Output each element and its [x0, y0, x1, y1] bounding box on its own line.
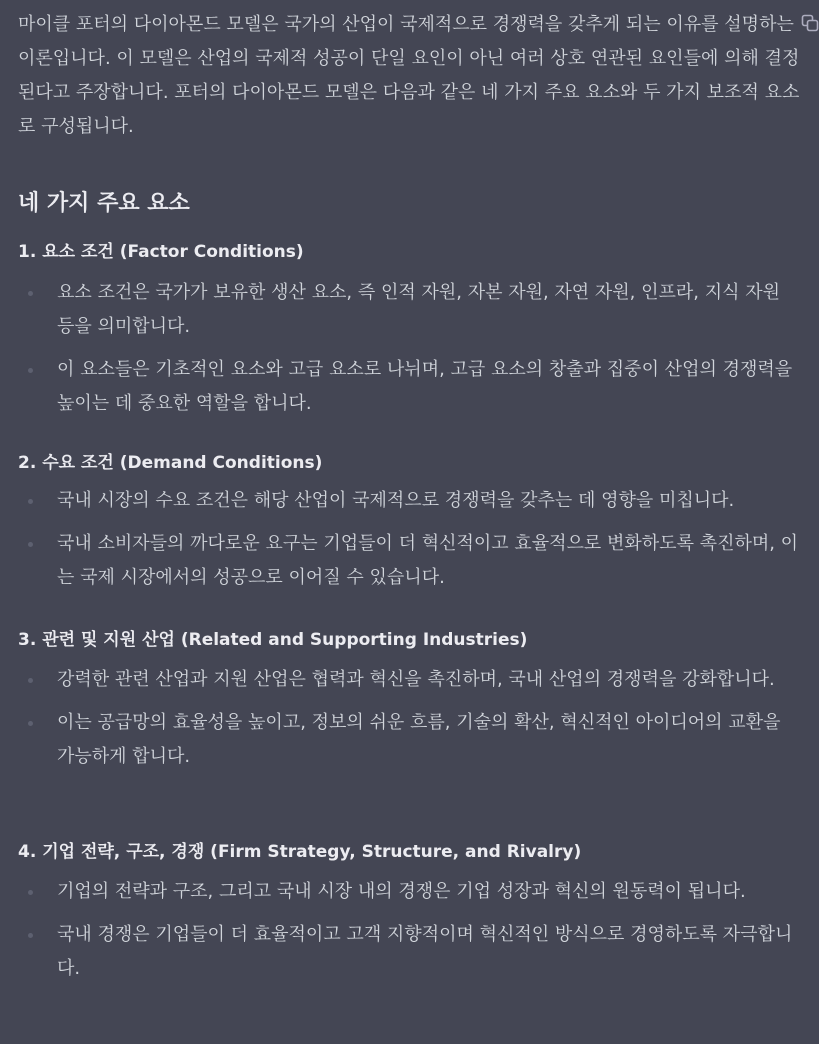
section-title-factor-conditions: 1. 요소 조건 (Factor Conditions) — [18, 242, 304, 262]
bullet-dot-icon — [28, 890, 33, 895]
bullet-dot-icon — [28, 933, 33, 938]
list-item — [18, 527, 800, 595]
bullet-dot-icon — [28, 678, 33, 683]
list-item-text: 국내 시장의 수요 조건은 해당 산업이 국제적으로 경쟁력을 갖추는 데 영향을 미칩니다. — [57, 490, 735, 511]
bullet-dot-icon — [28, 291, 33, 296]
bullet-list-demand-conditions — [18, 484, 800, 604]
list-item — [18, 353, 800, 421]
message-content — [18, 8, 800, 979]
section-title-demand-conditions: 2. 수요 조건 (Demand Conditions) — [18, 453, 323, 473]
copy-icon[interactable] — [801, 14, 819, 32]
bullet-dot-icon — [28, 721, 33, 726]
list-item-text: 이 요소들은 기초적인 요소와 고급 요소로 나뉘며, 고급 요소의 창출과 집중이 산업의 경쟁력을 높이는 데 중요한 역할을 합니다. — [57, 359, 793, 414]
bullet-list-related-industries — [18, 663, 800, 783]
bullet-list-factor-conditions — [18, 276, 800, 430]
list-item — [18, 706, 800, 774]
intro-paragraph: 마이클 포터의 다이아몬드 모델은 국가의 산업이 국제적으로 경쟁력을 갖추게 되는 이유를 설명하는 이론입니다. 이 모델은 산업의 국제적 성공이 단일 요인이 아닌 여러 상호 연관된 요인들에 의해 결정된다고 주장합니다. 포터의 다이아몬드 모델은 다음과 같은 네 가지 주요 요소와 두 가지 보조적 요소로 구성됩니다. — [18, 14, 800, 137]
bullet-list-firm-strategy — [18, 875, 800, 995]
section-heading: 네 가지 주요 요소 — [18, 191, 190, 216]
bullet-dot-icon — [28, 368, 33, 373]
bullet-dot-icon — [28, 499, 33, 504]
list-item — [18, 875, 800, 909]
list-item-text: 국내 경쟁은 기업들이 더 효율적이고 고객 지향적이며 혁신적인 방식으로 경영하도록 자극합니다. — [57, 924, 793, 979]
list-item-text: 강력한 관련 산업과 지원 산업은 협력과 혁신을 촉진하며, 국내 산업의 경쟁력을 강화합니다. — [57, 669, 775, 690]
section-title-related-industries: 3. 관련 및 지원 산업 (Related and Supporting Industries) — [18, 630, 528, 650]
list-item — [18, 918, 800, 986]
section-title-firm-strategy: 4. 기업 전략, 구조, 경쟁 (Firm Strategy, Structure, and Rivalry) — [18, 842, 582, 862]
list-item-text: 기업의 전략과 구조, 그리고 국내 시장 내의 경쟁은 기업 성장과 혁신의 원동력이 됩니다. — [57, 881, 746, 902]
list-item-text: 요소 조건은 국가가 보유한 생산 요소, 즉 인적 자원, 자본 자원, 자연 자원, 인프라, 지식 자원 등을 의미합니다. — [57, 282, 781, 337]
bullet-dot-icon — [28, 542, 33, 547]
list-item — [18, 663, 800, 697]
list-item-text: 국내 소비자들의 까다로운 요구는 기업들이 더 혁신적이고 효율적으로 변화하도록 촉진하며, 이는 국제 시장에서의 성공으로 이어질 수 있습니다. — [57, 533, 799, 588]
list-item — [18, 276, 800, 344]
list-item-text: 이는 공급망의 효율성을 높이고, 정보의 쉬운 흐름, 기술의 확산, 혁신적인 아이디어의 교환을 가능하게 합니다. — [57, 712, 781, 767]
list-item — [18, 484, 800, 518]
